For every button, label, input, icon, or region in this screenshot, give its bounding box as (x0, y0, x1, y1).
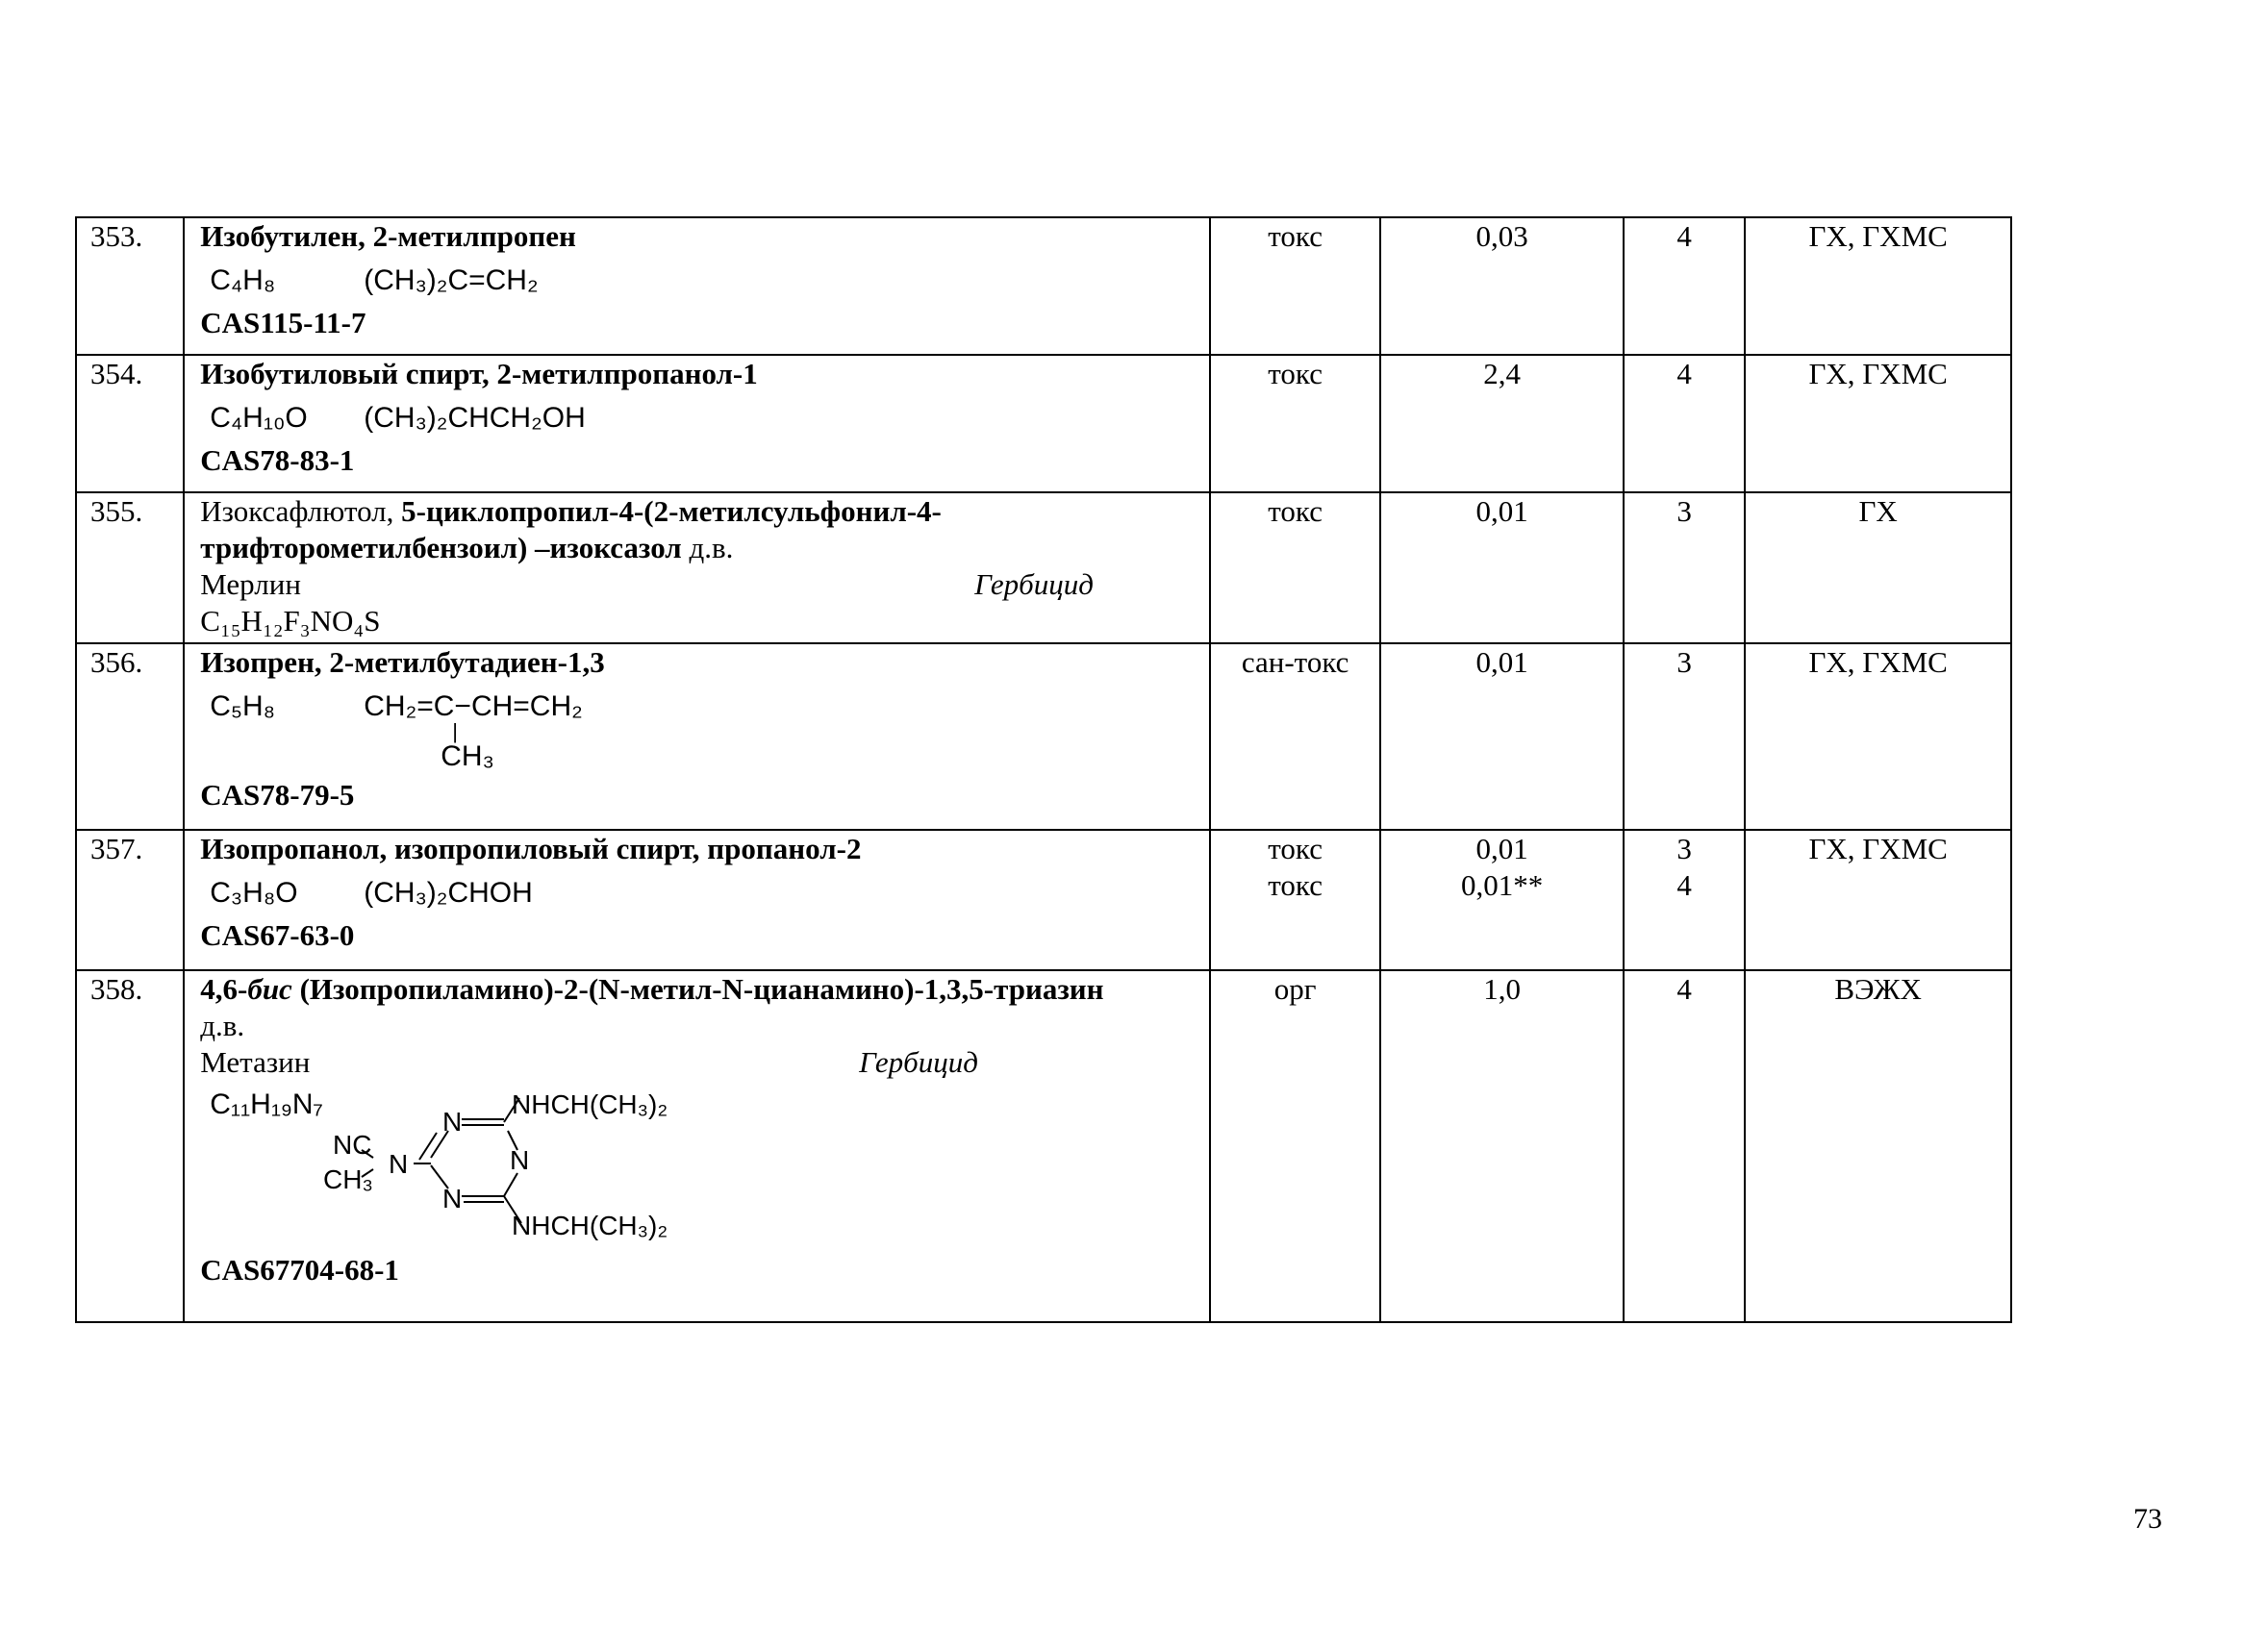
concentration-value: 0,01 (1475, 832, 1528, 865)
usage-type: Гербицид (859, 1045, 978, 1079)
hazard-class: 4 (1624, 970, 1745, 1322)
cyano-group: NC (333, 1130, 372, 1160)
page-number: 73 (2133, 1503, 2162, 1535)
substance-cell (184, 970, 1210, 1322)
trade-name: Метазин (200, 1045, 311, 1079)
structural-formula: (CH₃)₂CHCH₂OH (364, 402, 586, 434)
row-number: 354. (76, 355, 184, 492)
analysis-method: ГХ, ГХМС (1745, 643, 2011, 830)
substance-name (200, 971, 1209, 1008)
structural-formula: CH₂=C−CH=CH₂ (364, 690, 583, 722)
name-part: (Изопропиламино)-2-(N-метил-N-цианамино)-1,3,5-триазин (291, 972, 1104, 1006)
substance-cell (184, 492, 1210, 643)
hazard-indicator: токс (1268, 832, 1323, 865)
substance-cell (184, 217, 1210, 355)
concentration-value: 1,0 (1380, 970, 1624, 1322)
bond-line: | (452, 719, 458, 743)
name-chemical: 5-циклопропил-4-(2-метилсульфонил-4-трифторометилбензоил) –изоксазол (200, 494, 942, 564)
trade-name: Мерлин (200, 567, 301, 601)
hazard-indicator: токс (1210, 355, 1380, 492)
hazard-indicator-cell (1210, 830, 1380, 970)
substance-cell (184, 830, 1210, 970)
table-row (76, 970, 2011, 1322)
hazard-class: 4 (1624, 217, 1745, 355)
table-row (76, 492, 2011, 643)
chemical-formula: C₁₅H₁₂F₃NO₄S (200, 604, 381, 638)
concentration-value: 0,01 (1380, 643, 1624, 830)
ring-nitrogen: N (442, 1184, 463, 1213)
table-row (76, 217, 2011, 355)
substance-cell (184, 355, 1210, 492)
substances-table (75, 216, 2012, 1323)
ring-nitrogen: N (510, 1145, 530, 1175)
hazard-class: 3 (1624, 643, 1745, 830)
row-number: 358. (76, 970, 184, 1322)
substance-name: Изобутилен, 2-метилпропен (200, 219, 576, 253)
row-number: 357. (76, 830, 184, 970)
name-suffix: д.в. (200, 1009, 245, 1042)
concentration-cell (1380, 830, 1624, 970)
hazard-indicator: токс (1210, 217, 1380, 355)
substance-name: Изопропанол, изопропиловый спирт, пропанол-2 (200, 832, 862, 865)
usage-type: Гербицид (974, 567, 1094, 601)
cas-number: CAS67704-68-1 (200, 1253, 399, 1287)
hazard-class: 3 (1624, 492, 1745, 643)
name-part: 4,6- (200, 972, 248, 1006)
name-part-italic: бис (247, 972, 292, 1006)
table-row (76, 830, 2011, 970)
ring-nitrogen: N (442, 1107, 463, 1137)
cas-number: CAS67-63-0 (200, 918, 355, 952)
table-row (76, 355, 2011, 492)
row-number: 356. (76, 643, 184, 830)
concentration-value: 0,01 (1380, 492, 1624, 643)
structural-formula: (CH₃)₂CHOH (364, 877, 533, 909)
analysis-method: ГХ, ГХМС (1745, 217, 2011, 355)
structural-formula: (CH₃)₂C=CH₂ (364, 264, 539, 296)
hazard-class: 4 (1624, 355, 1745, 492)
concentration-value: 0,03 (1380, 217, 1624, 355)
chemical-formula: C₄H₈ (210, 264, 276, 296)
substance-name (200, 493, 1209, 566)
concentration-value: 0,01** (1461, 868, 1544, 902)
chemical-formula: C₄H₁₀O (210, 402, 308, 434)
name-plain: Изоксафлютол, (200, 494, 402, 528)
substituent-top: NHCH(CH₃)₂ (512, 1089, 668, 1119)
methyl-group: CH₃ (323, 1164, 374, 1194)
table-row (76, 643, 2011, 830)
name-suffix: д.в. (681, 531, 734, 564)
cas-number: CAS78-83-1 (200, 443, 355, 477)
hazard-indicator: сан-токс (1210, 643, 1380, 830)
substituent-bottom: NHCH(CH₃)₂ (512, 1211, 668, 1240)
amine-nitrogen: N (389, 1149, 409, 1179)
chemical-formula: C₃H₈O (210, 877, 298, 909)
row-number: 353. (76, 217, 184, 355)
substituent: CH₃ (441, 740, 494, 772)
hazard-indicator: токс (1268, 868, 1323, 902)
concentration-value: 2,4 (1380, 355, 1624, 492)
substance-cell (184, 643, 1210, 830)
analysis-method: ГХ, ГХМС (1745, 355, 2011, 492)
analysis-method: ГХ (1745, 492, 2011, 643)
hazard-indicator: орг (1210, 970, 1380, 1322)
cas-number: CAS115-11-7 (200, 306, 366, 339)
substance-name: Изобутиловый спирт, 2-метилпропанол-1 (200, 357, 758, 390)
row-number: 355. (76, 492, 184, 643)
chemical-formula: C₁₁H₁₉N₇ (210, 1088, 323, 1120)
hazard-class-cell (1624, 830, 1745, 970)
analysis-method: ГХ, ГХМС (1745, 830, 2011, 970)
hazard-indicator: токс (1210, 492, 1380, 643)
chemical-formula: C₅H₈ (210, 690, 276, 722)
substance-name: Изопрен, 2-метилбутадиен-1,3 (200, 645, 605, 679)
cas-number: CAS78-79-5 (200, 778, 355, 812)
analysis-method: ВЭЖХ (1745, 970, 2011, 1322)
hazard-class: 4 (1676, 868, 1692, 902)
hazard-class: 3 (1676, 832, 1692, 865)
